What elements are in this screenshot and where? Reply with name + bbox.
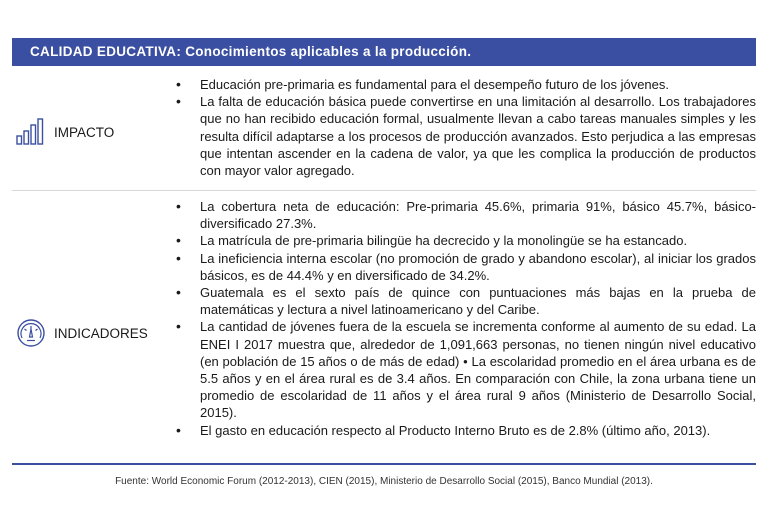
bottom-rule [12, 463, 756, 465]
impacto-label: IMPACTO [54, 124, 115, 140]
section-header [12, 38, 756, 66]
list-item: • Educación pre-primaria es fundamental para el desempeño futuro de los jóvenes. [176, 76, 756, 93]
impacto-bullet-list [176, 76, 756, 179]
impacto-section [12, 76, 756, 190]
gauge-icon [16, 318, 46, 348]
header-title: CALIDAD EDUCATIVA: Conocimientos aplicables a la producción. [30, 44, 472, 59]
list-item: • Guatemala es el sexto país de quince con puntuaciones más bajas en la prueba de matemáticas y lectura a nivel latinoamericano y del Caribe. [176, 284, 756, 318]
list-item: • La cantidad de jóvenes fuera de la escuela se incrementa conforme al aumento de su edad. La ENEI I 2017 muestra que, alrededor de 1,091,663 personas, no tienen ningún nivel educativo (en población de 15 años o de más de edad) • La escolaridad promedio en el área urbana es de 5.5 años y en el área rural es de 3.4 años. En comparación con Chile, la zona urbana tiene un promedio de escolaridad de 11 años y el área rural 9 años (Ministerio de Desarrollo Social, 2015). [176, 318, 756, 421]
bar-chart-icon [16, 118, 46, 146]
section-divider [12, 190, 756, 191]
list-item: • El gasto en educación respecto al Producto Interno Bruto es de 2.8% (último año, 2013). [176, 422, 756, 439]
impacto-label-group [16, 118, 114, 146]
indicadores-bullet-list [176, 198, 756, 439]
source-footer: Fuente: World Economic Forum (2012-2013), CIEN (2015), Ministerio de Desarrollo Social (2015), Banco Mundial (2013). [115, 476, 653, 487]
indicadores-label-group [16, 318, 148, 348]
list-item: • La ineficiencia interna escolar (no promoción de grado y abandono escolar), al iniciar los grados básicos, es de 44.4% y en diversificado de 34.2%. [176, 250, 756, 284]
indicadores-label: INDICADORES [54, 325, 148, 341]
indicadores-section [12, 198, 756, 460]
list-item: • La cobertura neta de educación: Pre-primaria 45.6%, primaria 91%, básico 45.7%, básico-diversificado 27.3%. [176, 198, 756, 232]
list-item: • La falta de educación básica puede convertirse en una limitación al desarrollo. Los trabajadores que no han recibido educación formal, usualmente llevan a cabo tareas manuales simples y les resulta difícil adaptarse a los procesos de producción avanzados. Esto perjudica a las empresas que intentan ascender en la cadena de valor, ya que les complica la producción de productos con mayor valor agregado. [176, 93, 756, 179]
list-item: • La matrícula de pre-primaria bilingüe ha decrecido y la monolingüe se ha estancado. [176, 232, 756, 249]
